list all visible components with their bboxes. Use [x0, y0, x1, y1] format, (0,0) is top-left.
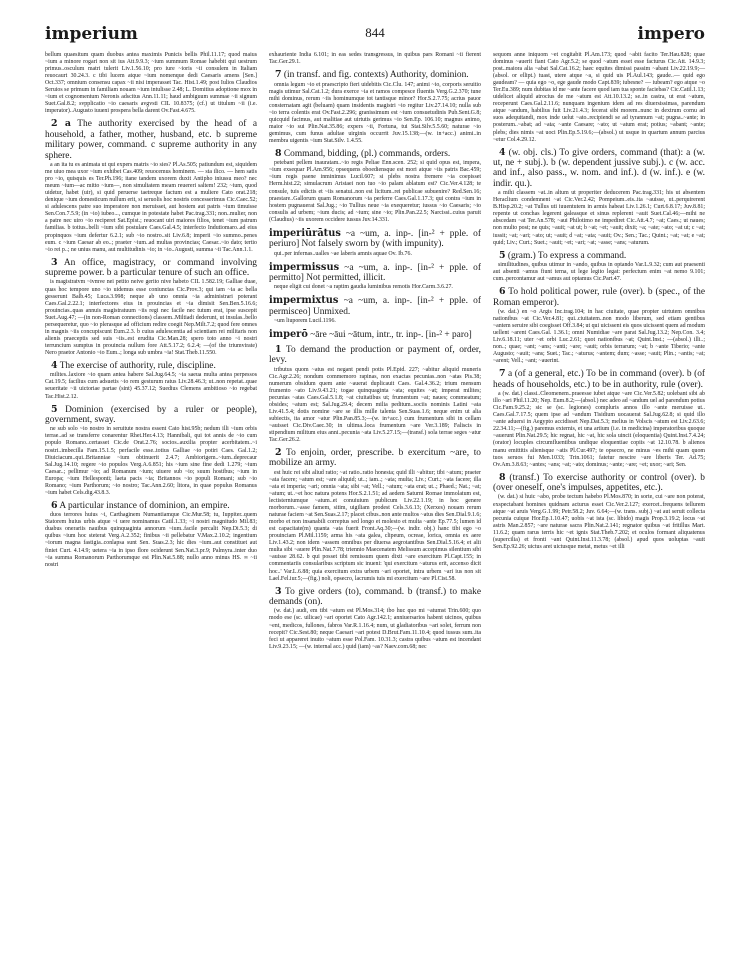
sense-number: 6	[51, 499, 58, 511]
citation-block: qui..per infernas..ualles ~ae laberis amnis aquae Ov. Ib.76.	[274, 250, 412, 257]
sense-number: 6	[499, 286, 506, 298]
sense-text: To hold political power, rule (over). b (spec., of the Roman emperor).	[493, 287, 705, 308]
sense-text: Dominion (exercised by a ruler or people), government, sway.	[45, 404, 257, 425]
entry-grammar-and-gloss: ~a ~um, a. inp-. [in-² + pple. of permisceo] Unmixed.	[269, 296, 481, 317]
column-2	[269, 52, 481, 651]
sense-definition	[45, 405, 257, 426]
sense-definition	[269, 70, 481, 80]
citation-block: (w. dat.) en ~o Argis Inc.trag.104; in hac ciuitate, quae propter uirtutem omnibus nationibus ~at Cic.Ver.4.81; qui..ciuitatem..non modo liberum, sed etiam gentibus ~antem seruire sibi coegisset Off.3.84; ut qui uicissent eis quos uicissent quem ad modum uellent ~arent Caes.Gal. 1.36.1; omni Numidiae ~are parat Sal.Jug.13.2; Nep.Con. 3.4; Liv.6.18.11; uter ~et orbi Luc.2.61; quot nationibus ~at; Quint.Inst.; —(absol.) illi..; non..; quae; ~ant; ~ans; ~anti; ~are; ~auit; orbis terrarum; ~at; b ~ante Tiberio; ~ante Augusto; ~auit; ~ans; Suet.; Tac.; ~aturus; ~antem; dum; ~asse; ~auit; Plin.; ~antis; ~at; ~arent; Vell.; ~ant; ~auerint.	[493, 308, 705, 365]
sense-number: 3	[51, 256, 58, 268]
citation-block: milites..laxiore ~io quam antea habere Sal.Jug.64.5; ~ia saeua multa antea perpessos Cat.19.5; facilius cum adsuetis ~io rem gesturum ratus Liv.28.46.3; ut..non repetat..quae seueritate ~ii uictoriae partae (sint) 45.37.12; Suedius Clemens ambitioso ~io regebat Tac.Hist.2.12.	[45, 372, 257, 400]
sense-definition	[269, 345, 481, 366]
dictionary-entry-head	[269, 296, 481, 317]
sense-definition	[493, 148, 705, 190]
sense-number: 3	[275, 585, 282, 597]
sense-text: To demand the production or payment of, order, levy.	[269, 344, 481, 366]
sense-text: The authority exercised by the head of a household, a father, mother, husband, etc. b supreme military power, command. c supreme authority in any sphere.	[45, 119, 257, 161]
sense-number: 2	[275, 447, 282, 459]
sense-definition	[45, 258, 257, 279]
sense-definition	[45, 361, 257, 371]
entry-grammar-and-gloss: ~a ~um, a. inp-. [in-² + pple. of permitto] Not permitted, illicit.	[269, 262, 481, 284]
sense-text: (gram.) To express a command.	[505, 250, 627, 261]
citation-block: ~um liuporem Lucil.1196.	[274, 318, 336, 325]
sense-text: (w. obj. cls.) To give orders, command (that): a (w. ut, ne + subj.). b (w. dependent jussive subj.). c (w. acc. and inf., also pass., w. nom. and inf.). d (w. inf.). e (w. indir. qu.).	[493, 147, 705, 189]
column-3	[493, 52, 705, 651]
continued-citations: bellum quaesitum quam duobus antea maximis Punicis bellis Phil.11.17; quod maius ~ium a minore rogari non sit ius Att.9.9.3; ~ium summum Romae habebit qui uestrum primus..osculum matri tulerit Liv.1.56.10; pro iure ~ioris ~ii consulem in Italiam reuocaurt 30.24.3. c tibi lucem atque ~ium nomenque dedi Caesaris amens [Sen.] Oct.337; omnium consensu capax ~ii nisi imperasset Tac. Hist.1.49; post Iulios Claudios Seruios se primum in familiam nouam ~ium intulisse 2.48; L. Domitius adoptione mox in ~ium et cognomentum Neronis adscitus Ann.11.11; haud ambiguum summae ~ii signum Suet.Gal.8.2; svpplicatio ~io caesaris avgvsti CIL 10.8375; (cf.) ut titulum ~ii (i.e. imperator)..Augusto iuueni prospera bella darent Ov.Fast.4.675.	[45, 52, 257, 115]
sense-number: 7	[499, 368, 506, 380]
entry-grammar-and-gloss: ~a ~um, a. inp-. [in-² + pple. of periuro] Not falsely sworn by (with impunity).	[269, 228, 481, 250]
page-number: 844	[365, 25, 385, 40]
sense-definition	[493, 369, 705, 390]
sense-definition	[45, 119, 257, 161]
right-running-headword: impero	[637, 24, 705, 44]
sense-definition	[493, 251, 705, 261]
citation-block: (w. dat.) si huic ~abo, probe tectum habebo Pl.Mos.870; in sorte, cui ~are non poterat, exspectabant homines quidnam acturus esset Cic.Ver.2.127; exercet..frequens tellurem atque ~at aruis Verg.G.1.99; Petr.58.2; Juv. 6.64;—(w. trans. subj.) ~at aut seruit collecta pecunia cuique Hor.Ep.1.10.47; uobis ~at ista (sc. libido) magis Prop.3.19.2; locus ~at astris Man.2.857; ~are naturae sacra Plin.Nat.2.141; regnator quibus ~at fritillus Mart. 11.6.2; quam rarus terris hic ~et ignis Stat.Theb.7.202; et oculos formant aliquatenus (supercilia) et fronti ~ant Quint.Inst.11.3.78; (absol.) apud quos uoluptas ~auit Sen.Ep.92.26; uictus aret uictusque metat, metus ~et illi	[493, 494, 705, 550]
sense-text: An office, magistracy, or command involving supreme power. b a particular tenure of such an office.	[45, 257, 257, 279]
sense-definition	[493, 473, 705, 494]
entry-lemma: imperō	[269, 329, 308, 341]
dictionary-entry-head	[269, 263, 481, 284]
continued-citations: sequom anne iniquom ~et cogitabit Pl.Am.173; quod ~abit facito Ter.Hau.828; quae dominus ~auerit fiant Cato Agr.5.2; se quod ~atum esset esse facturus Cic.Att. 14.9.3; post..maiora alia ~abat Sal.Cat.16.2; haec equites dimissi passim ~abant Liv.22.19.9;—(absol. or ellipt.) tuast, utere atque ~a, si quid uis Pl.Aul.143; gaude..— quid ego gaudeam? — quia ego ~o, ege gaude modo Capt.839; iubesne? — iubeam? ego atque ~o Ter.Eu.389; num dubitas id me ~ante facere quod iam tua sponte faciebas? Cic.Catil.1.13; uidelicet aliquid atrocius de me ~atum est Att.10.13.2; se..in castra, ut erat ~atum, receperunt Caes.Gal.2.11.6; nunquam ingenium idem ad res diuersissimas, parendum atque ~andum, habilius fuit Liv.21.4.3; fecerat sibi morem..nunc in dextrum cornu ad suos adequitandi, mox inde uelut ~ato..recipiendi se ad tyrannum ~at; pugna..~ante; in posterum..~abat; ad ~ata; ~ante Caesare; ~ato; ut ~atum erat; potius; ~abant; ~ante; plebs; dies nimis ~at uoci Plin.Ep.5.19.6;—(absol.) ut usque in quartum annum parcius ~etur Col.4.29.12.	[493, 52, 705, 143]
sense-definition	[45, 501, 257, 511]
dictionary-entry-head	[269, 330, 481, 340]
sense-definition	[269, 149, 481, 159]
sense-number: 8	[275, 147, 282, 159]
dictionary-entry-head	[269, 229, 481, 250]
entry-lemma: impermixtus	[269, 295, 339, 307]
citation-block: (w. dat.) audi, em tibi ~atum est Pl.Mos.314; ibo huc quo mi ~atumst Trin.600; quo modo ese (sc. uilicae) ~ari oportet Cato Agr.142.1; anniuersarios habent uicinos, quibus ~ent, medicos, fullones, fabros Var.R.1.16.4; num, ut gladiatoribus ~ari solet, ferrum non recepit? Cic.Sest.80; neque Caesari ~ari potest D.Brut.Fam.11.10.4; quod iussus sum..ita feci ut appareret inuito ~atum esse Pol.Fam. 10.31.3; castra quibus ~atum est incendant Liv.9.23.15; —(w. internal acc.) quid (iam) ~as? Naev.com.68; nec	[269, 608, 481, 650]
sense-number: 5	[51, 403, 58, 415]
page-header	[45, 24, 705, 46]
citation-block: duos terrores huius ~i, Carthaginem Numantiamque Cic.Mur.58; tu, Iuppiter..quem Statorem huius urbis atque ~i uere nominamus Catil.1.33; ~i nostri magnitudo Mil.83; duabus onerariis nauibus quinquaginta annorum ~ium..facile percalit Nep.Di.5.3; di quibus ~ium hoc steterat Verg.A.2.352; finibus ~ii pellebatur V.Max.2.10.2; ingentium ~iorum magna fastigia..conlapsa sunt Sen. Suas.2.3; hic dies ~ium..aut constituet aut finiet Curt. 4.14.9; uetera ~ia in ipso flore ociderunt Sen.Nat.3.pr.9; Palmyra..inter duo ~ia summa Romanorum Parthorumque est Plin.Nat.5.88; nullo anno minus HS. ∞ ~ii nostri	[45, 512, 257, 568]
entry-grammar-and-gloss: ~āre ~āui ~ātum, intr., tr. inp-. [in-² + paro]	[307, 330, 472, 341]
citation-block: tributus quom ~atus est negant pendi potis Pl.Epid. 227; ~abitur aliquid muneris Cic.Agr.2.26; nondum commemoro rapinas, non exactas pecunias..non ~atas Pis.38; numerum obsidum quem ante ~auerat duplicauit Caes. Gal.4.36.2; trium mensum frumento ~ato Liv.9.43.21; togae quinquaginta ~ata; equites ~at; imperat milites; pecunias ~atas Caes.Gal.5.1.8; ~at ciuitatibus ut; frumentum ~at; naues; commeatum; obsides; ~atum est; Sal.Jug.29.4; decem milia peditum..sociis nominis Latini ~ata Liv.41.5.4; dotis nomine ~are se illis mille talenta Sen.Suas.1.6; neque enim ut alia subiectis, ita amor ~atur Plin.Pan.85.3;—(w. in+acc.) cum frumentum sibi in cellam ~auisset Cic.Div.Caec.30; in ultima..loca frumentum ~are Ver.3.189; Faliscis in stipendium militum eius anni..pecunia ~ata Liv.5.27.15;—(transf.) sola terrae seges ~atur Tac.Ger.26.2.	[269, 366, 481, 444]
entry-lemma: imperiūrātus	[269, 227, 341, 239]
citation-block: omnia legum ~io et praescripto fieri uidebitis Cic.Clu. 147; animi ~io, corporis seruitio magis utimur Sal.Cat.1.2; dura exerce ~ia et ramos compesce fluentis Verg.G.2.370; tune mihi dominus, rerum ~iis hominumque tot tantisque minor? Hor.S.2.7.75; acrius pauor consternatam agit (beluam) quam insidentis magistri ~io regitur Liv.27.14.10; nulla sub ~io terra colentis erat Ov.Fast.2.296; granissimum est ~ium consuetudinis Pub.Sent.G.8; quicquid facimus, aut malitiae aut uirtutis gerimus ~io Sen.Ep. 106.10; magnus animo, maior ~io sui Plin.Nat.35.86; expers ~ii, Fortuna, tui Stat.Silv.5.5.60; naturae ~io gemimus, cum funus adultae uirginis occurrit Juv.15.138;—(w. in+acc.) animi..in membra uigentis ~ium Stat.Silv. 1.4.55.	[269, 81, 481, 144]
sense-definition	[493, 287, 705, 308]
sense-definition	[269, 448, 481, 469]
citation-block: is magistratvm ~ivmve nei petito neive gerito nive habeto CIL 1.582.19; Galliae duae, quas hoc tempore uno ~io uidemus esse coniunctas Cic.Prov.3; qui iam ~ia ac bella gesserunt Balb.45; Luca.3.998; neque ab uno omnia ~ia administrari poterant Caes.Gal.2.22.1; interfectores eius in prouincias et ~ia dimisit Sen.Ben.5.16.6; prouincias..quas annuis magistratuum ~iis regi nec facile nec tutum erat, ipse suscepit Suet.Aug.47; —(in non-Roman connections) classem..Miltiadi dederunt, ut insulas..bello persequeretur, quo ~io plerasque ad officium redire coegit Nep.Milt.7.2; quod fere omnes in magnis ~iis concupiscunt Eum.2.3. b cuius adulescentia ad scientiam rei militaris non alienis praeceptis sed suis ~iis..est erudita Cic.Man.28; spero toto anno ~i nostri terruncium sumptus in prouincia nullum fore Att.5.17.2; 6.2.4; —(of the triumvirate) Nero praetor Antonio ~io Eum..; longa sub umbra ~ia! Stat.Theb.11.550.	[45, 279, 257, 356]
continued-citations: exhauriente India 6.101; in eas sedes transgressus, in quibus pars Romani ~ii fierent Tac.Ger.29.1.	[269, 52, 481, 66]
citation-block: ne sub solo ~io nostro in seruitute nostra essent Cato hist.95b; nedum illi ~ium orbis terrae..ad se transferre conarentur Rhet.Her.4.13; Hannibali, qui tot annis de ~io cum populo Romano..certasset Cic.de Orat.2.76; socios..auxilia propter acerbitatem..~i nostri..imbecilla Fam.15.1.5; perfacile esse..totius Galliae ~io potiri Caes. Gal.1.2; Diuiciacum..qui..Britanniae ~ium obtinuerit 2.4.7; Ambiorigem..~ium..deprecaur Sal.Jug.14.10; regere ~io populos Verg.A.6.851; his ~ium sine fine dedi 1.279; ~ium Caesar..; pellimur ~io; ad Romanum ~ium; uiuere sub ~io; suum hostibus; ~ium in Europa; ~ium Hellesponti; laeta pacis ~ia; Britannos ~io populi Romani; sub ~io Romano; ~ium Parthorum; ~io nostro; Tac.Ann.2.60; litora, in quae populus Romanus ~ium habet Cels.dig.43.8.3.	[45, 426, 257, 496]
citation-block: a mihi classem ~at..in altum ut properiter deducerem Pac.trag.331; his ut absentem Heraclium condemnent ~at Cic.Ver.2.42; Pompeium..eis..ita ~auisse, ut..perquirerent B.Hisp.20.2; ~at Tullus uti iuuentutem in armis habeat Liv.1.26.1; Curt.6.8.17; Juv.8.81; repente ut conchas legerent galeasque et sinus replerent ~auit Suet.Cal.46;—mihi ne abscedam ~at Ter.An.578; ~aui Philotimo ne impediret Cic.Att.4.7; ~at; Caes.; ut naues; non multo post; ne quis; ~auit; ~at ut; b ~at; ~et; ~auit; dixit; ~a; ~ate; ~ato; ~at ut; c ~at; iussit; ~at; ~ari; ~ato; ut; ~auit; d ~at; ~ata; ~auit; Ov.; Sen.; Tac.; Quint.; ~at; ~at; e ~at; quid; Liv.; Curt.; Suet.; ~auit; ~et; ~ari; ~at; ~asse; ~ans; ~aturum.	[493, 190, 705, 246]
citation-block: a an ita tu es animata ut qui expers matris ~io sies? Pl.As.505; patiundum est, siquidem me uiuo mea uxor ~ium exhibet Cas.409; reuocemus hominem. — sta ilico. — hem satis pro ~io, quisquis es Ter.Ph.196; itane tandem uxorem duxit Antipho iniussu meo? nec meum ~ium—ac mitto ~ium—, non simultatem meam reuereri saltem! 232; ~ium, quod uidetur, habet (uir), si quid peruerse taetreque factum est a muliere Cato orat.218; denique ~ium domesticum nullum erit, si seruolis hoc nostris concesserimus Cic.Caec.52; si adulescens patre suo imperatore non meruisset, aut hostem aut patris ~ium timuisse Sen.Con.7.5.9; (in ~io) iubeo..., cumque in potestate habet Pac.trag.331; non..mulier, non a patre nec uiro ~io reciperet Sat.Epist.; reuocant uiri maiores filios, tenet ~ium patrum familias. b totius..belli ~ium sibi postulare Caes.Gal.4.5; interfecto Indutiomaro..ad eius propinquos ~ium defertur 6.2.1; sub ~io nostro..sit Liv.6.8; imperii ~io summo..penes eum. c ~ium Caesar ab eo..; praeter ~ium..ad multas provincias; Caesar..~io dato; tertio ~io rei p..; ne unius manu, aut multitudinis ~io; in ~io..Augusti, summa ~ii Tac.Ann.1.1.	[45, 162, 257, 253]
sense-text: To give orders (to), command. b (transf.) to make demands (on).	[269, 586, 481, 608]
dictionary-columns	[45, 52, 707, 651]
sense-number: 8	[499, 471, 506, 483]
sense-text: (in transf. and fig. contexts) Authority, dominion.	[281, 70, 469, 81]
column-1	[45, 52, 257, 651]
citation-block: similitudines, quibus utimur in ~ando, quibus in optando Var.L.9.32; cum aut praesenti aut absenti ~amus fiunt terna, ut lege legito legat: perfectum enim ~at nemo 9.101; cum..percontamur aut ~amus aut optamus Cic.Part.47.	[493, 262, 705, 283]
sense-text: The exercise of authority, rule, discipline.	[57, 360, 216, 371]
citation-block: neque eligit cui donet ~a raptim gaudia luminibus remotis Hor.Carm.3.6.27.	[274, 284, 453, 291]
citation-block: est huic rei sibi aliud ratio; ~at ratio..ratio honesta; quid illi ~abitur; tibi ~atum; praeter ~ata facere; ~atum est; ~are aliquid; ut..; iam..; ~ata; multa; Liv.; Curt.; ~ata facere; illa ~ata et imperia; ~ari; omnia ~ata; sibi ~at; Vell.; ~atum; ~ata erat; ut..; Phaed.; Nat.; ~at; ~atum; ut..~et hoc natura potens Hor.S.2.1.51; ad aedem Saturni Romae immolatum est, lectisterniumque ~atum..et conuiuium publicum Liv.22.1.19; in hoc genere morborum..~asse famem, sitim, uigiliam prodest Cels.3.6.13; (Xerxes) nouam rerum naturae faciem ~at Sen.Suas.2.17; placet cibus..non ante multos ~atus dies Sen.Dial.9.1.6; morbo et non insanabili correptus sed longo et molesto et multa ~ante Ep.77.5; lumen id est capacitate(m) quanta ~ata fuerit Front.Aq.30;—(w. indir. obj.) hanc tibi ego ~o prouinciam Pl.Mil.1159; arma his ~ata galea, clipeum, ocreae, lorica, omnia ex aere Liv.1.43.2; non idem ~assem omnibus per diuersa aegrotantibus Sen.Dial.5.16.4; et alii multa sibi ~auere Plin.Nat.7.78; triennio Maecenatem Melissum accepimus silentium sibi ~auisse 28.62. b qui posset tibi remissum quem dixti ~are exercitum Pl.Capt.155; in commentariis consularibus scriptum sic inueni: 'qui exercitum ~aturus erit, accenso dicit hoc..' Var.L.6.88; quia exercitum extra urbem ~ari oportet, intra urbem ~ari ius non sit Lael.Fel.iur.5;—(fig.) noli, opsecro, lacrumis tuis mi exercitum ~are Pl.Cist.58.	[269, 469, 482, 582]
sense-text: a (of a general, etc.) To be in command (over). b (of heads of households, etc.) to be in authority, rule (over).	[493, 369, 705, 390]
citation-block: a (w. dat.) classi..Cleomenem..praeesse iubet atque ~are Cic.Ver.5.82; uolebant sibi ab illo ~ari Phil.11.20; Nep. Eum.8.2;—(absol.) nec adeo ad ~andum uel ad parendum potius Cic.Fam.9.25.2; sic se (sc. legiones) compluris annos illo ~ante meruisse ut.. Caes.Gal.7.17.5; quem ipse ad ~andum Tisidium uocauerat Sal.Jug.62.8; si quid illo ~ante aduersi in Aegypto accidisset Nep.Dat.5.3; melius in Volscis ~atum est Liv.2.63.6; 22.34.11;—(fig.) paremus externis, et una artium (i.e. in medicina) imperatoribus quoque ~auerunt Plin.Nat.29.5; hic regnat, hic ~at, hic sola uincit (eloquentia) Quint.Inst.7.4.24; (orator) locuples circumfluentibus undique eloquentiae copiis ~at 12.10.78. b alienos manu emittitis alienisque ~atis Pl.Cur.497; te opsecro, ne minus ~es mihi quam quom tuos seruos fui Men.1033; Trin.1061; fatetur nescire ~are liberis Ter. Ad.75; Ov.Am.3.8.63; ~antes; ~ans; ~at; ~ato; dominus; ~ante; ~are; ~et; uxor; ~ari; Sen.	[493, 391, 705, 468]
sense-number: 1	[275, 343, 282, 355]
sense-text: To enjoin, order, prescribe. b exercitum ~are, to mobilize an army.	[269, 448, 481, 469]
left-running-headword: imperium	[45, 24, 138, 44]
sense-text: Command, bidding, (pl.) commands, orders.	[281, 148, 451, 159]
entry-lemma: impermissus	[269, 261, 340, 273]
sense-number: 7	[275, 69, 282, 81]
sense-number: 4	[499, 146, 506, 158]
citation-block: petebant pellem inauratam..~io regis Peliae Enn.scen. 252; si quid opus est, impera, ~ium exsequar Pl.Am.956; opsequens oboediensque est mori atque ~iis patris Bac.459; ~ium regis paene inminimus Lucil.607; si plebs nostra fremere ~ia coepisset Herm.hist.22; simulacrum Aristaei non tuo ~io palam ablatum est? Cic.Ver.4.128; te consule, tuis edictis et ~iis senatui..non est licitum..rei publicae subuenire? Red.Sen.16; praestare..Gallorum quam Romanorum ~ia perferre Caes.Gal.1.17.3; qui contra ~ium in hostem pugnauerat Sal.Jug.; ~io Tullius neue ~ia exequeretur; iussus ~io Caesaris; ~io consulis ad urbem; ~ium ducis; ad ~ium; sine ~io; Plin.Pan.22.5; Narcissi..cuius paruit (Claudius) ~iis uxorem occidere iussus Juv.14.331.	[269, 160, 481, 223]
sense-text: (transf.) To exercise authority or control (over). b (over oneself, one's impulses, appetites, etc.).	[493, 472, 705, 494]
sense-number: 4	[51, 359, 58, 371]
sense-number: 2 a	[51, 118, 71, 130]
sense-number: 5	[499, 249, 506, 261]
sense-definition	[269, 587, 481, 608]
sense-text: A particular instance of dominion, an empire.	[57, 500, 230, 511]
